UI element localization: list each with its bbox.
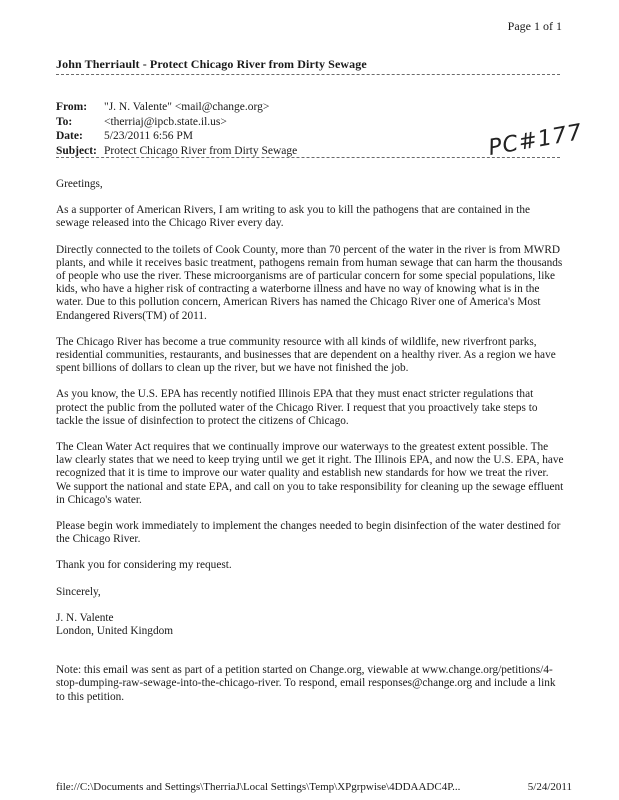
- header-to: [56, 115, 297, 130]
- body-paragraph: Please begin work immediately to implement the changes needed to begin disinfection of the water destined for the Chicago River.: [56, 520, 561, 546]
- page-number: Page 1 of 1: [507, 19, 562, 33]
- header-value: 5/23/2011 6:56 PM: [104, 130, 194, 142]
- header-value: <therriaj@ipcb.state.il.us>: [104, 115, 227, 128]
- signature-block: [56, 612, 564, 638]
- header-divider: [56, 157, 560, 158]
- header-label: From:: [56, 101, 88, 113]
- signer-location: London, United Kingdom: [56, 625, 174, 638]
- email-headers: [56, 100, 297, 158]
- greeting: Greetings,: [56, 178, 103, 190]
- closing: Sincerely,: [56, 585, 101, 598]
- body-paragraph: As a supporter of American Rivers, I am writing to ask you to kill the pathogens that are contained in the sewage released into the Chicago River every day.: [56, 204, 531, 230]
- header-label: Subject:: [56, 144, 97, 157]
- title-divider: [56, 74, 560, 75]
- header-value: Protect Chicago River from Dirty Sewage: [104, 144, 298, 157]
- header-value: "J. N. Valente" <mail@change.org>: [104, 101, 270, 113]
- document-title: John Therriault - Protect Chicago River from Dirty Sewage: [56, 57, 367, 71]
- petition-note: Note: this email was sent as part of a petition started on Change.org, viewable at www.change.org/petitions/4-stop-dumping-raw-sewage-into-the-chicago-river. To respond, email responses@change.org and include a link to this petition.: [56, 664, 556, 703]
- handwritten-stamp: PC#177: [486, 119, 585, 162]
- body-paragraph: The Chicago River has become a true community resource with all kinds of wildlife, new riverfront parks, residential communities, restaurants, and businesses that are dependent on a healthy river. As a region we have spent billions of dollars to clean up the river, but we have not finished the job.: [56, 335, 556, 375]
- header-label: Date:: [56, 130, 83, 142]
- body-paragraph: Directly connected to the toilets of Cook County, more than 70 percent of the water in the river is from MWRD plants, and while it receives basic treatment, pathogens remain from human sewage that can harm the thousands of people who use the river. These microorganisms are of particular concern for some special populations, like kids, who have a higher risk of contracting a waterborne illness and have no way of knowing what is in the water. Due to this pollution concern, American Rivers has named the Chicago River one of America's Most Endangered Rivers(TM) of 2011.: [56, 243, 563, 322]
- header-subject: [56, 144, 297, 159]
- signer-name: J. N. Valente: [56, 611, 114, 624]
- body-paragraph: Thank you for considering my request.: [56, 559, 232, 572]
- body-paragraph: As you know, the U.S. EPA has recently notified Illinois EPA that they must enact stricter regulations that protect the public from the polluted water of the Chicago River. I request that you proactively take steps to tackle the issue of disinfection to protect the citizens of Chicago.: [56, 388, 538, 427]
- header-label: To:: [56, 115, 73, 128]
- header-from: [56, 100, 297, 115]
- footer-date: 5/24/2011: [527, 781, 572, 793]
- email-body: [56, 178, 564, 717]
- header-date: [56, 129, 297, 144]
- body-paragraph: The Clean Water Act requires that we continually improve our waterways to the greatest extent possible. The law clearly states that we need to keep trying until we get it right. The Illinois EPA, and now the U.S. EPA, have recognized that it is time to improve our water quality and establish new standards for how we treat the river. We support the national and state EPA, and call on you to take responsibility for cleaning up the sewage effluent in Chicago's water.: [56, 441, 564, 506]
- footer-file-path: file://C:\Documents and Settings\TherriaJ\Local Settings\Temp\XPgrpwise\4DDAADC4P...: [56, 781, 461, 793]
